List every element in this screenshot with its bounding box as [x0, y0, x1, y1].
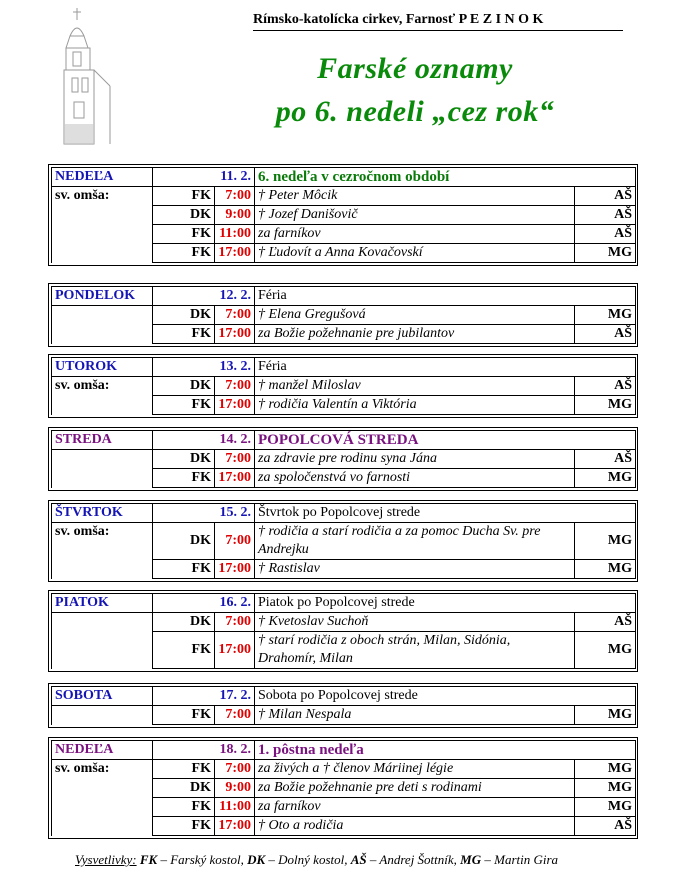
mass-priest: MG [575, 306, 636, 325]
mass-time: 7:00 [215, 760, 255, 779]
legend [75, 852, 635, 868]
day-date: 15. 2. [153, 504, 255, 523]
day-block [48, 500, 638, 582]
mass-intention: za živých a † členov Máriinej légie [255, 760, 575, 779]
day-name: NEDEĽA [52, 741, 153, 760]
mass-priest: MG [575, 396, 636, 415]
mass-priest: MG [575, 760, 636, 779]
mass-intention: † rodičia a starí rodičia a za pomoc Ducha Sv. pre Andrejku [255, 523, 575, 560]
mass-intention: za farníkov [255, 798, 575, 817]
legend-abbr: AŠ [350, 852, 367, 867]
mass-time: 7:00 [215, 306, 255, 325]
mass-intention: za zdravie pre rodinu syna Jána [255, 450, 575, 469]
mass-location: FK [153, 632, 215, 669]
mass-priest: MG [575, 560, 636, 579]
mass-location: FK [153, 817, 215, 836]
day-name: UTOROK [52, 358, 153, 377]
mass-location: FK [153, 396, 215, 415]
mass-location: FK [153, 187, 215, 206]
mass-priest: AŠ [575, 450, 636, 469]
day-block [48, 427, 638, 491]
mass-priest: MG [575, 779, 636, 798]
day-theme: Štvrtok po Popolcovej strede [255, 504, 636, 523]
mass-intention: † Rastislav [255, 560, 575, 579]
mass-location: FK [153, 760, 215, 779]
legend-abbr: FK [139, 852, 158, 867]
mass-label: sv. omša: [52, 760, 153, 836]
mass-location: DK [153, 377, 215, 396]
mass-priest: MG [575, 244, 636, 263]
mass-time: 7:00 [215, 187, 255, 206]
mass-intention: † Ľudovít a Anna Kovačovskí [255, 244, 575, 263]
day-theme: Féria [255, 358, 636, 377]
mass-time: 9:00 [215, 206, 255, 225]
mass-time: 11:00 [215, 798, 255, 817]
mass-label: sv. omša: [52, 187, 153, 263]
mass-location: DK [153, 206, 215, 225]
day-name: ŠTVRTOK [52, 504, 153, 523]
mass-label: sv. omša: [52, 377, 153, 415]
day-date: 14. 2. [153, 431, 255, 450]
day-block [48, 737, 638, 839]
mass-time: 7:00 [215, 613, 255, 632]
mass-priest: AŠ [575, 613, 636, 632]
mass-priest: MG [575, 469, 636, 488]
day-date: 18. 2. [153, 741, 255, 760]
day-name: SOBOTA [52, 687, 153, 706]
day-theme: Piatok po Popolcovej strede [255, 594, 636, 613]
day-name: NEDEĽA [52, 168, 153, 187]
mass-intention: † Milan Nespala [255, 706, 575, 725]
legend-text: – Dolný kostol, [265, 852, 351, 867]
mass-priest: MG [575, 523, 636, 560]
mass-intention: za farníkov [255, 225, 575, 244]
mass-location: FK [153, 706, 215, 725]
mass-time: 17:00 [215, 817, 255, 836]
mass-row [52, 706, 636, 725]
day-theme: POPOLCOVÁ STREDA [255, 431, 636, 450]
day-block [48, 164, 638, 266]
mass-row [52, 613, 636, 632]
day-block [48, 590, 638, 672]
page-title-line2: po 6. nedeli „cez rok“ [275, 95, 555, 128]
legend-label: Vysvetlivky: [75, 852, 137, 867]
day-name: STREDA [52, 431, 153, 450]
mass-row [52, 450, 636, 469]
mass-priest: MG [575, 632, 636, 669]
mass-time: 17:00 [215, 469, 255, 488]
mass-label [52, 306, 153, 344]
legend-text: – Andrej Šottník, [366, 852, 461, 867]
mass-intention: za spoločenstvá vo farnosti [255, 469, 575, 488]
mass-row [52, 377, 636, 396]
mass-time: 17:00 [215, 632, 255, 669]
mass-label [52, 706, 153, 725]
mass-time: 17:00 [215, 244, 255, 263]
mass-priest: AŠ [575, 377, 636, 396]
mass-priest: AŠ [575, 187, 636, 206]
mass-location: FK [153, 560, 215, 579]
mass-intention: † Oto a rodičia [255, 817, 575, 836]
mass-label: sv. omša: [52, 523, 153, 579]
day-date: 13. 2. [153, 358, 255, 377]
day-name: PONDELOK [52, 287, 153, 306]
mass-location: FK [153, 798, 215, 817]
mass-location: FK [153, 225, 215, 244]
mass-priest: AŠ [575, 325, 636, 344]
mass-label [52, 450, 153, 488]
mass-intention: † starí rodičia z oboch strán, Milan, Sidónia, Drahomír, Milan [255, 632, 575, 669]
legend-text: – Farský kostol, [157, 852, 248, 867]
mass-row [52, 523, 636, 560]
mass-priest: AŠ [575, 206, 636, 225]
mass-priest: MG [575, 798, 636, 817]
mass-intention: za Božie požehnanie pre jubilantov [255, 325, 575, 344]
mass-location: DK [153, 523, 215, 560]
mass-time: 17:00 [215, 396, 255, 415]
page-title-line1: Farské oznamy [317, 52, 513, 85]
mass-location: DK [153, 450, 215, 469]
day-name: PIATOK [52, 594, 153, 613]
mass-time: 7:00 [215, 450, 255, 469]
mass-priest: AŠ [575, 817, 636, 836]
day-date: 17. 2. [153, 687, 255, 706]
mass-location: DK [153, 306, 215, 325]
mass-time: 17:00 [215, 560, 255, 579]
mass-time: 7:00 [215, 523, 255, 560]
mass-intention: † manžel Miloslav [255, 377, 575, 396]
day-theme: 6. nedeľa v cezročnom období [255, 168, 636, 187]
mass-intention: † Elena Gregušová [255, 306, 575, 325]
mass-intention: † Kvetoslav Suchoň [255, 613, 575, 632]
legend-abbr: DK [247, 852, 266, 867]
mass-time: 7:00 [215, 377, 255, 396]
day-date: 16. 2. [153, 594, 255, 613]
mass-intention: za Božie požehnanie pre deti s rodinami [255, 779, 575, 798]
mass-row [52, 760, 636, 779]
mass-priest: AŠ [575, 225, 636, 244]
day-theme: Féria [255, 287, 636, 306]
legend-text: – Martin Gira [481, 852, 559, 867]
mass-location: DK [153, 613, 215, 632]
mass-location: FK [153, 325, 215, 344]
mass-intention: † Peter Môcik [255, 187, 575, 206]
mass-row [52, 306, 636, 325]
mass-time: 17:00 [215, 325, 255, 344]
mass-intention: † Jozef Danišovič [255, 206, 575, 225]
mass-row [52, 187, 636, 206]
mass-location: FK [153, 244, 215, 263]
legend-items [140, 852, 558, 867]
legend-abbr: MG [460, 852, 482, 867]
mass-priest: MG [575, 706, 636, 725]
mass-intention: † rodičia Valentín a Viktória [255, 396, 575, 415]
day-block [48, 354, 638, 418]
day-block [48, 683, 638, 728]
day-theme: 1. pôstna nedeľa [255, 741, 636, 760]
church-tower-logo [50, 6, 120, 146]
mass-time: 7:00 [215, 706, 255, 725]
mass-location: DK [153, 779, 215, 798]
day-date: 12. 2. [153, 287, 255, 306]
day-theme: Sobota po Popolcovej strede [255, 687, 636, 706]
parish-header: Rímsko-katolícka cirkev, Farnosť P E Z I N O K [253, 12, 623, 31]
day-date: 11. 2. [153, 168, 255, 187]
day-block [48, 283, 638, 347]
mass-label [52, 613, 153, 669]
mass-time: 9:00 [215, 779, 255, 798]
mass-location: FK [153, 469, 215, 488]
mass-time: 11:00 [215, 225, 255, 244]
